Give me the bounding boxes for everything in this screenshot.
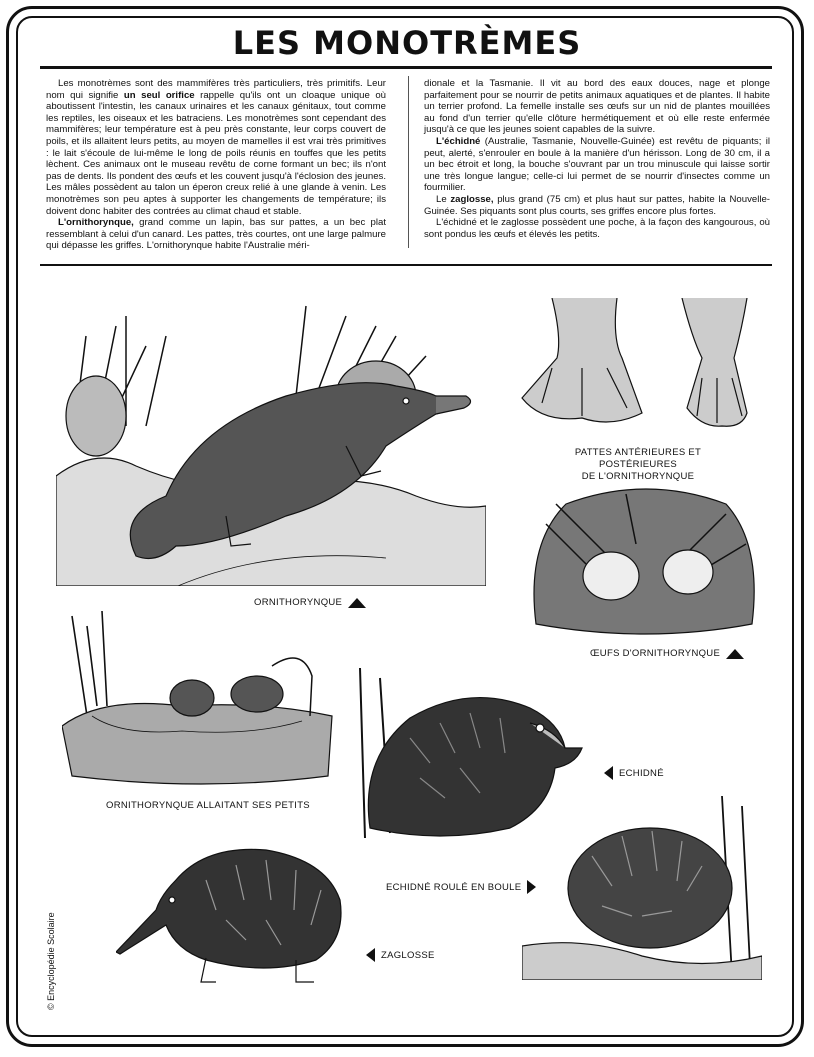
nursing-caption: ORNITHORYNQUE ALLAITANT SES PETITS bbox=[106, 800, 310, 811]
platypus-feet-illustration bbox=[512, 298, 762, 438]
echidna-paragraph: L'échidné (Australie, Tasmanie, Nouvelle-Guinée) est revêtu de piquants; il peut, alerté, s'enrouler en boule à la manière d'un hérisson. Long de 30 cm, il a un bec étroit et long, la bouche s'ouvrant par un trou minuscule qui laisse sortir une très longue langue; celle-ci lui permet de se nourrir d'insectes comme un fourmilier. bbox=[424, 135, 770, 194]
intro-paragraph: Les monotrèmes sont des mammifères très particuliers, très primitifs. Leur nom qui signifie un seul orifice rappelle qu'ils ont un cloaque unique où aboutissent l'intestin, les canaux urinaires et les canaux génitaux, tout comme les reptiles, les oiseaux et les batraciens. Les monotrèmes sont cependant des mammifères; leur température est à peu près constante, leur corps couvert de poils, et ils allaitent leurs petits, au moyen de mamelles il est vrai très primitives : le lait s'écoule de lui-même le long de poils réunis en touffes que les petits lèchent. Ces animaux ont le museau revêtu de corne formant un bec; ils n'ont pas de dents. Ils pondent des œufs et les couvent jusqu'à l'éclosion des jeunes. Les mâles possèdent au talon un éperon creux relié à une glande à venin. Les monotrèmes son peu aptes à supporter les changements de température; ils doivent donc habiter des contrées au climat chaud et stable. bbox=[46, 78, 386, 217]
feet-caption-line2: DE L'ORNITHORYNQUE bbox=[581, 471, 695, 482]
rolled-echidna-illustration bbox=[522, 796, 762, 980]
nursing-platypus-illustration bbox=[62, 606, 338, 792]
title-rule bbox=[40, 66, 772, 69]
zaglossus-illustration bbox=[116, 840, 348, 984]
platypus-caption: ORNITHORYNQUE bbox=[254, 597, 366, 608]
triangle-left-icon bbox=[604, 766, 613, 780]
section-rule bbox=[40, 264, 772, 266]
text-column-left bbox=[46, 78, 386, 252]
platypus-illustration bbox=[56, 296, 486, 586]
zaglossus-caption: ZAGLOSSE bbox=[366, 948, 435, 962]
platypus-paragraph: L'ornithorynque, grand comme un lapin, bas sur pattes, a un bec plat ressemblant à celui d'un canard. Les pattes, très courtes, ont une large palmure qui dépasse les griffes. L'ornithorynque habite l'Australie méri- bbox=[46, 217, 386, 252]
feet-caption-line1: PATTES ANTÉRIEURES ET POSTÉRIEURES bbox=[574, 447, 702, 470]
triangle-right-icon bbox=[527, 880, 536, 894]
eggs-illustration bbox=[526, 484, 762, 640]
pouch-paragraph: L'échidné et le zaglosse possèdent une poche, à la façon des kangourous, où sont pondus les œufs et élevés les petits. bbox=[424, 217, 770, 240]
triangle-left-icon bbox=[366, 948, 375, 962]
copyright-notice: © Encyclopédie Scolaire bbox=[46, 912, 56, 1010]
page-title: LES MONOTRÈMES bbox=[232, 24, 582, 62]
feet-caption bbox=[548, 447, 728, 483]
text-column-right bbox=[424, 78, 770, 240]
zaglossus-paragraph: Le zaglosse, plus grand (75 cm) et plus haut sur pattes, habite la Nouvelle-Guinée. Ses piquants sont plus courts, ses griffes encore plus fortes. bbox=[424, 193, 770, 217]
triangle-up-icon bbox=[726, 649, 744, 659]
triangle-up-icon bbox=[348, 598, 366, 608]
rolled-echidna-caption: ECHIDNÉ ROULÉ EN BOULE bbox=[386, 880, 536, 894]
eggs-caption: ŒUFS D'ORNITHORYNQUE bbox=[590, 648, 744, 659]
platypus-continued-paragraph: dionale et la Tasmanie. Il vit au bord des eaux douces, nage et plonge parfaitement pour se nourrir de petits animaux aquatiques et de plantes. Il habite un terrier profond. La femelle installe ses œufs sur un nid de plantes mouillées au fond d'un terrier qu'elle clôture hermétiquement et où elle reste enfermée jusqu'à ce que les jeunes soient capables de la suivre. bbox=[424, 78, 770, 136]
echidna-caption: ECHIDNÉ bbox=[604, 766, 664, 780]
column-divider bbox=[408, 76, 409, 248]
